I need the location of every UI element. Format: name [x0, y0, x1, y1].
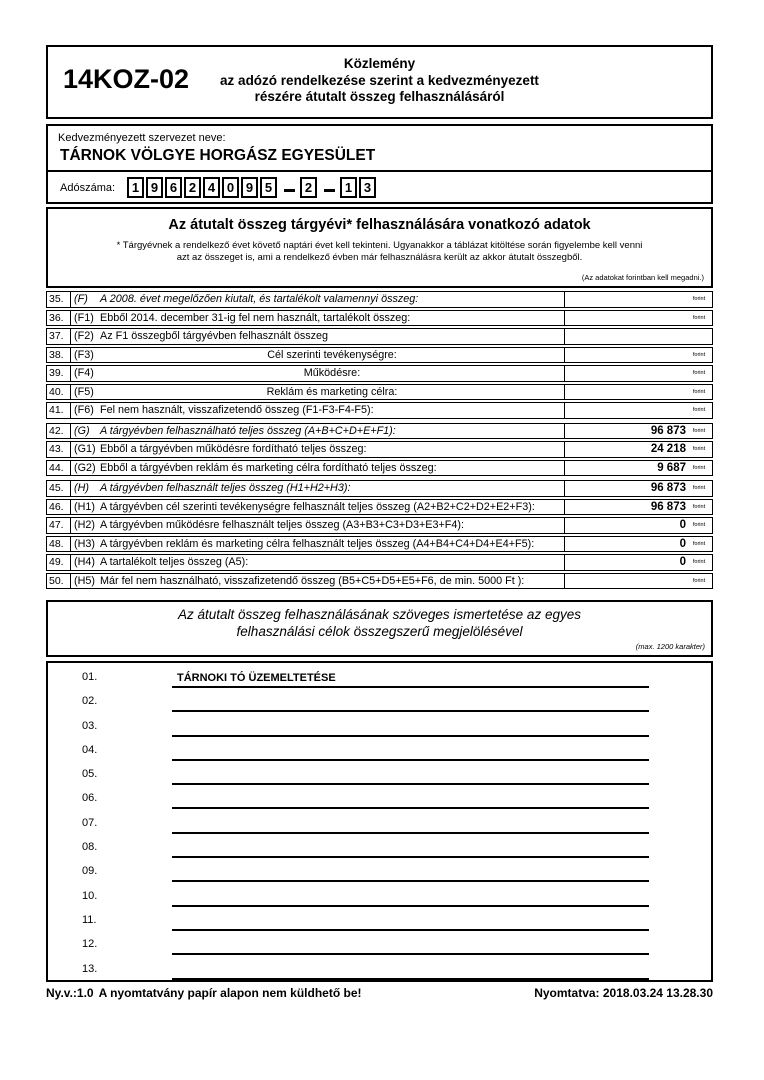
row-text: Reklám és marketing célra:: [266, 385, 398, 398]
row-code: (F3): [74, 348, 94, 361]
forint-unit-label: forint: [692, 427, 706, 434]
forint-unit-label: forint: [692, 314, 706, 321]
row-label: [71, 329, 564, 344]
row-text: Ebből a tárgyévben működésre fordítható teljes összeg:: [100, 443, 367, 456]
row-label: [71, 537, 564, 552]
description-line: [48, 837, 711, 861]
tax-digit-box[interactable]: 5: [260, 177, 277, 198]
beneficiary-name-label: Kedvezményezett szervezet neve:: [58, 132, 226, 144]
tax-digit-box[interactable]: 9: [241, 177, 258, 198]
forint-unit-label: forint: [692, 351, 706, 358]
line-number: 03.: [82, 719, 98, 732]
row-label: [71, 518, 564, 533]
amount-cell[interactable]: [564, 461, 712, 476]
row-label: [71, 385, 564, 400]
description-title-box: [46, 600, 713, 657]
row-number: 43.: [47, 442, 71, 457]
line-number: 10.: [82, 889, 98, 902]
table-row: [46, 291, 713, 308]
table-row: [46, 441, 713, 458]
amount-cell[interactable]: [564, 403, 712, 418]
forint-unit-label: forint: [692, 446, 706, 453]
line-field[interactable]: [172, 788, 649, 809]
row-label: [71, 461, 564, 476]
line-number: 11.: [82, 913, 97, 926]
table-row: [46, 347, 713, 364]
description-title-line1: Az átutalt összeg felhasználásának szöveges ismertetése az egyes: [178, 607, 581, 622]
row-text: Működésre:: [303, 367, 361, 380]
form-title-line1: Közlemény: [343, 56, 416, 71]
forint-unit-label: forint: [692, 522, 706, 529]
table-row: [46, 402, 713, 419]
tax-digit-box[interactable]: 3: [359, 177, 376, 198]
line-field[interactable]: [172, 959, 649, 980]
amount-cell[interactable]: [564, 574, 712, 589]
amount-cell[interactable]: [564, 500, 712, 515]
table-row: [46, 423, 713, 440]
tax-digit-box[interactable]: 2: [300, 177, 317, 198]
row-number: 46.: [47, 500, 71, 515]
line-number: 12.: [82, 938, 98, 951]
row-number: 35.: [47, 292, 71, 307]
line-field[interactable]: [172, 764, 649, 785]
tax-digit-box[interactable]: 1: [340, 177, 357, 198]
table-row: [46, 554, 713, 571]
line-field[interactable]: [172, 910, 649, 931]
row-code: (H2): [74, 519, 95, 532]
amount-cell[interactable]: [564, 292, 712, 307]
form-id: 14KOZ-02: [63, 64, 190, 94]
line-field[interactable]: [172, 740, 649, 761]
footer-version: Ny.v.:1.0: [46, 986, 94, 1000]
character-limit-note: (max. 1200 karakter): [635, 642, 705, 651]
row-label: [71, 574, 564, 589]
row-code: (F5): [74, 385, 94, 398]
forint-unit-label: forint: [692, 296, 706, 303]
table-row: [46, 517, 713, 534]
description-line: [48, 959, 711, 983]
amount-value: 96 873: [650, 482, 686, 495]
description-line: [48, 716, 711, 740]
row-label: [71, 555, 564, 570]
line-field[interactable]: [172, 667, 649, 688]
row-label: [71, 424, 564, 439]
description-line: [48, 788, 711, 812]
row-number: 41.: [47, 403, 71, 418]
row-label: [71, 500, 564, 515]
description-line: [48, 886, 711, 910]
usage-table: [46, 291, 713, 591]
row-text: A tárgyévben működésre felhasznált teljes összeg (A3+B3+C3+D3+E3+F4):: [100, 519, 465, 532]
description-line: [48, 740, 711, 764]
row-number: 47.: [47, 518, 71, 533]
row-number: 36.: [47, 311, 71, 326]
amount-cell[interactable]: [564, 442, 712, 457]
amount-value: 9 687: [657, 461, 686, 474]
table-row: [46, 536, 713, 553]
tax-number-separator: [324, 189, 335, 192]
forint-unit-label: forint: [692, 388, 706, 395]
tax-number-row: [48, 172, 711, 198]
row-code: (G): [74, 424, 90, 437]
table-row: [46, 384, 713, 401]
form-header-box: [46, 45, 713, 119]
row-text: Az F1 összegből tárgyévben felhasznált összeg: [100, 330, 329, 343]
table-row: [46, 310, 713, 327]
line-number: 04.: [82, 743, 98, 756]
line-number: 02.: [82, 695, 98, 708]
section-note-line2: azt az összeget is, ami a rendelkező évben már felhasználásra került az akkor átutalt összegből.: [176, 252, 583, 263]
line-field[interactable]: [172, 691, 649, 712]
row-code: (F4): [74, 367, 94, 380]
tax-digit-box[interactable]: 0: [222, 177, 239, 198]
forint-unit-label: forint: [692, 577, 706, 584]
table-row: [46, 480, 713, 497]
row-number: 38.: [47, 348, 71, 363]
description-line: [48, 667, 711, 691]
amount-value: 96 873: [650, 424, 686, 437]
amount-value: 0: [679, 519, 686, 532]
row-text: A tartalékolt teljes összeg (A5):: [100, 556, 249, 569]
row-code: (F): [74, 293, 88, 306]
row-text: A tárgyévben felhasznált teljes összeg (H1+H2+H3):: [100, 482, 351, 495]
line-number: 09.: [82, 865, 98, 878]
description-line: [48, 813, 711, 837]
line-number: 05.: [82, 768, 98, 781]
line-field[interactable]: [172, 934, 649, 955]
description-title: [48, 607, 711, 640]
tax-digit-box[interactable]: 1: [127, 177, 144, 198]
footer-left: [46, 986, 367, 1000]
description-line: [48, 691, 711, 715]
row-label: [71, 366, 564, 381]
amount-cell[interactable]: [564, 555, 712, 570]
footer-note: A nyomtatvány papír alapon nem küldhető be!: [98, 986, 362, 1000]
amount-value: 0: [679, 537, 686, 550]
forint-unit-label: forint: [692, 503, 706, 510]
line-number: 08.: [82, 841, 98, 854]
row-number: 37.: [47, 329, 71, 344]
tax-digit-box[interactable]: 9: [146, 177, 163, 198]
tax-digit-box[interactable]: 6: [165, 177, 182, 198]
row-code: (H): [74, 482, 89, 495]
row-text: Már fel nem használható, visszafizetendő összeg (B5+C5+D5+E5+F6, de min. 5000 Ft ):: [100, 574, 525, 587]
description-line: [48, 764, 711, 788]
amount-cell[interactable]: [564, 481, 712, 496]
line-field[interactable]: [172, 837, 649, 858]
footer-printed-timestamp: Nyomtatva: 2018.03.24 13.28.30: [534, 986, 713, 1000]
description-line: [48, 910, 711, 934]
amount-cell[interactable]: [564, 329, 712, 344]
row-code: (F6): [74, 404, 94, 417]
description-line: [48, 934, 711, 958]
tax-number-label: Adószáma:: [60, 181, 116, 194]
line-number: 06.: [82, 792, 98, 805]
form-title-line3: részére átutalt összeg felhasználásáról: [254, 89, 505, 104]
row-number: 40.: [47, 385, 71, 400]
line-number: 01.: [82, 671, 98, 683]
row-label: [71, 442, 564, 457]
amount-cell[interactable]: [564, 366, 712, 381]
amount-value: 96 873: [650, 500, 686, 513]
table-row: [46, 573, 713, 590]
row-text: Fel nem használt, visszafizetendő összeg (F1-F3-F4-F5):: [100, 404, 374, 417]
beneficiary-name-field[interactable]: TÁRNOK VÖLGYE HORGÁSZ EGYESÜLET: [48, 144, 711, 172]
row-code: (G1): [74, 443, 96, 456]
description-lines-box: [46, 661, 713, 982]
amount-cell[interactable]: [564, 348, 712, 363]
line-field[interactable]: [172, 813, 649, 834]
row-code: (F2): [74, 330, 94, 343]
row-code: (G2): [74, 461, 96, 474]
line-text: TÁRNOKI TÓ ÜZEMELTETÉSE: [177, 672, 336, 684]
forint-unit-label: forint: [692, 540, 706, 547]
currency-note: (Az adatokat forintban kell megadni.): [581, 273, 704, 282]
forint-unit-label: forint: [692, 559, 706, 566]
table-row: [46, 499, 713, 516]
row-number: 48.: [47, 537, 71, 552]
forint-unit-label: forint: [692, 464, 706, 471]
table-row: [46, 365, 713, 382]
line-number: 07.: [82, 816, 98, 829]
amount-cell[interactable]: [564, 311, 712, 326]
amount-cell[interactable]: [564, 518, 712, 533]
amount-cell[interactable]: [564, 424, 712, 439]
page-footer: [46, 986, 713, 1000]
forint-unit-label: forint: [692, 407, 706, 414]
row-number: 42.: [47, 424, 71, 439]
row-code: (H1): [74, 500, 95, 513]
amount-cell[interactable]: [564, 385, 712, 400]
row-text: Ebből 2014. december 31-ig fel nem használt, tartalékolt összeg:: [100, 311, 411, 324]
row-text: Ebből a tárgyévben reklám és marketing célra fordítható teljes összeg:: [100, 461, 437, 474]
section-note: [48, 240, 711, 264]
row-code: (H4): [74, 556, 95, 569]
line-number: 13.: [82, 962, 98, 975]
description-title-line2: felhasználási célok összegszerű megjelölésével: [236, 623, 523, 639]
line-field[interactable]: [172, 886, 649, 907]
line-field[interactable]: [172, 861, 649, 882]
amount-cell[interactable]: [564, 537, 712, 552]
tax-number-boxes: [127, 177, 378, 198]
tax-number-separator: [284, 189, 295, 192]
row-code: (F1): [74, 311, 94, 324]
section-title: Az átutalt összeg tárgyévi* felhasználására vonatkozó adatok: [168, 217, 591, 233]
row-label: [71, 292, 564, 307]
tax-digit-box[interactable]: 2: [184, 177, 201, 198]
row-text: A tárgyévben felhasználható teljes összeg (A+B+C+D+E+F1):: [100, 424, 396, 437]
section-title-box: [46, 207, 713, 288]
beneficiary-box: [46, 124, 713, 204]
tax-digit-box[interactable]: 4: [203, 177, 220, 198]
forint-unit-label: forint: [692, 370, 706, 377]
form-title-line2: az adózó rendelkezése szerint a kedvezményezett: [220, 72, 539, 88]
row-number: 49.: [47, 555, 71, 570]
table-row: [46, 460, 713, 477]
row-label: [71, 403, 564, 418]
amount-value: 0: [679, 556, 686, 569]
row-number: 39.: [47, 366, 71, 381]
row-label: [71, 481, 564, 496]
section-note-line1: * Tárgyévnek a rendelkező évet követő naptári évet kell tekinteni. Ugyanakkor a táblázat kitöltése során figyelembe kell venni: [116, 240, 643, 251]
row-number: 44.: [47, 461, 71, 476]
row-label: [71, 311, 564, 326]
row-code: (H3): [74, 537, 95, 550]
row-label: [71, 348, 564, 363]
row-number: 45.: [47, 481, 71, 496]
row-number: 50.: [47, 574, 71, 589]
row-text: A tárgyévben reklám és marketing célra felhasznált teljes összeg (A4+B4+C4+D4+E4+F5):: [100, 537, 535, 550]
description-line: [48, 861, 711, 885]
row-text: A tárgyévben cél szerinti tevékenységre felhasznált teljes összeg (A2+B2+C2+D2+E2+F3):: [100, 500, 535, 513]
line-field[interactable]: [172, 716, 649, 737]
form-title: [48, 56, 711, 106]
row-code: (H5): [74, 574, 95, 587]
amount-value: 24 218: [650, 443, 686, 456]
row-text: Cél szerinti tevékenységre:: [267, 348, 397, 361]
forint-unit-label: forint: [692, 485, 706, 492]
row-text: A 2008. évet megelőzően kiutalt, és tartalékolt valamennyi összeg:: [100, 293, 419, 306]
table-row: [46, 328, 713, 345]
